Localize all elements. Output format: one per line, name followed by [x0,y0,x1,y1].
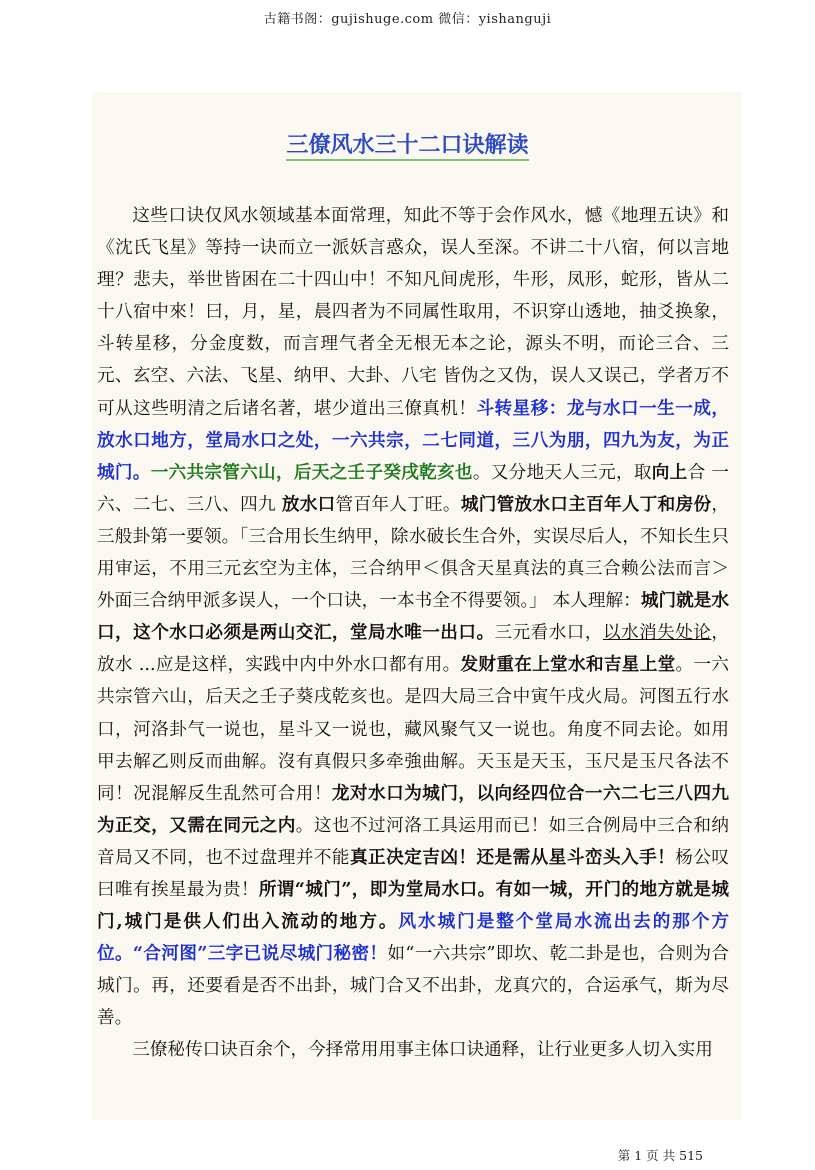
text-run: 城门就是水口，这个水口必须是两山交汇，堂局水唯一出口。 [97,590,729,644]
text-run: 真正决定吉凶！还是需从星斗峦头入手！ [349,846,676,868]
text-run: 放水口 [281,493,336,515]
document-body [97,200,729,1067]
document-title [0,128,815,159]
text-run: 风水城门是整个堂局水流出去的那个方位。“合河图”三字已说尽城门秘密！ [97,911,729,965]
text-run: 杨公叹曰唯有挨星最为贵！ [97,847,729,900]
paragraph-2: 三僚秘传口诀百余个，今择常用用事主体口诀通释，让行业更多人切入实用 [132,1040,713,1061]
text-run: ，三般卦第一要领。「三合用长生纳甲，除水破长生合外，实误尽后人，不知长生只用审运，不用三元玄空为主体，三合纳甲＜俱含天星真法的真三合赖公法而言＞外面三合纳甲派多误人，一个口诀，一本书全不得要领。」 本人理解： [97,494,729,612]
text-run: 龙对水口为城门，以向经四位合一六二七三八四九为正交，又需在同元之内 [97,782,729,836]
text-run: 城门管放水口主百年人丁和房份 [460,493,712,515]
text-run: 三元看水口， [494,623,603,644]
text-run: 所谓“城门”，即为堂局水口。有如一城，开门的地方就是城门,城门是供人们出入流动的地方。 [97,878,729,933]
text-run: 发财重在上堂水和吉星上堂 [460,654,676,676]
paragraph-1 [97,200,729,1034]
text-run: 斗转星移：龙与水口一生一成，放水口地方，堂局水口之处，一六共宗，二七同道，三八为朋，四九为友，为正城门。 [97,397,729,483]
page-header: 古籍书阁：gujishuge.com 微信：yishanguji [263,12,552,27]
text-run: 合 一 六、二七、三八、四九 [97,462,729,515]
text-run: 一六共宗管六山，后天之壬子癸戌乾亥也 [150,461,473,483]
text-run: 这些口诀仅风水领域基本面常理，知此不等于会作风水，憾《地理五诀》和《沈氏飞星》等持一诀而立一派妖言惑众，误人至深。不讲二十八宿，何以言地理？悲夫，举世皆困在二十四山中！不知凡间虎形，牛形，凤形，蛇形，皆从二十八宿中來！曰，月，星，晨四者为不同属性取用，不识穿山透地，抽爻换象，斗转星移，分金度数，而言理气者全无根无本之论，源头不明，而论三合、三元、玄空、六法、飞星、纳甲、大卦、八宅 皆伪之又伪，误人又误己，学者万不可从这些明清之后诸名著，堪少道出三僚真机！ [97,206,729,419]
text-run: 。又分地天人三元，取 [472,462,652,483]
text-run: 如“一六共宗”即坎、乾二卦是也，合则为合城门。再，还要看是否不出卦，城门合又不出卦，龙真穴的，合运承气，斯为尽善。 [97,944,729,1029]
text-run: 以水消失处论 [602,623,712,644]
page-number: 第 1 页 共 515 [617,1148,703,1163]
text-run: 。这也不过河洛工具运用而已！如三合例局中三合和纳音局又不同，也不过盘理并不能 [97,815,729,868]
text-run: 管百年人丁旺。 [335,494,461,515]
text-run: 向上 [651,461,688,483]
text-run: 。一六共宗管六山，后天之壬子葵戌乾亥也。是四大局三合中寅午戌火局。河图五行水口，河洛卦气一说也，星斗又一说也，藏风聚气又一说也。角度不同去论。如用甲去解乙则反而曲解。沒有真假只多牵強曲解。天玉是天玉，玉尺是玉尺各法不同！况混解反生乱然可合用！ [97,655,729,804]
text-run: ，放水 ...应是这样，实践中内中外水口都有用。 [97,623,729,676]
document-title-text: 三僚风水三十二口诀解读 [286,132,528,161]
